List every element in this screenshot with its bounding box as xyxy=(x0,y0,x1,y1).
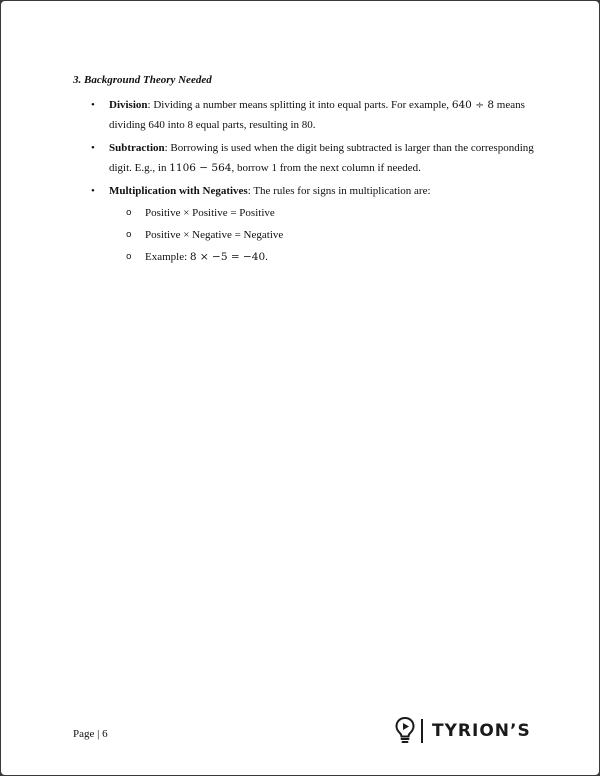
multiplication-text-1: : The rules for signs in multiplication are: xyxy=(247,185,431,197)
sub-item-positive-positive xyxy=(109,203,543,223)
sub-bullet-marker: o xyxy=(126,252,132,262)
bullet-item-multiplication xyxy=(73,181,543,267)
rule-positive-negative: Positive × Negative = Negative xyxy=(145,229,284,241)
division-math: 640 ÷ 8 xyxy=(451,99,495,111)
term-division: Division xyxy=(109,99,148,111)
lightbulb-play-icon xyxy=(395,716,415,746)
sub-bullet-marker: o xyxy=(126,208,132,218)
rule-positive-positive: Positive × Positive = Positive xyxy=(145,207,275,219)
brand-logo xyxy=(395,715,531,747)
bullet-item-division xyxy=(73,95,543,135)
subtraction-math: 1106 − 564 xyxy=(169,162,232,174)
subtraction-text-2: , borrow 1 from the next column if needed. xyxy=(231,162,421,174)
example-period: . xyxy=(265,251,268,263)
sub-bullet-marker: o xyxy=(126,230,132,240)
bullet-marker: • xyxy=(91,142,95,154)
subtraction-text-1: : Borrowing is used when the digit being subtracted is larger than the corresponding digit. E.g., in xyxy=(109,142,534,174)
page-number: Page | 6 xyxy=(73,728,108,740)
logo-divider xyxy=(421,719,423,743)
term-subtraction: Subtraction xyxy=(109,142,165,154)
sub-item-positive-negative xyxy=(109,225,543,245)
document-page xyxy=(1,1,599,775)
sign-rules-list xyxy=(109,203,543,267)
theory-bullet-list xyxy=(73,95,543,270)
logo-text: TYRION’S xyxy=(432,721,531,741)
division-text-1: : Dividing a number means splitting it into equal parts. For example, xyxy=(147,99,452,111)
example-label: Example: xyxy=(145,251,190,263)
division-text-2: means dividing 640 into 8 equal parts, resulting in 80. xyxy=(109,99,525,131)
sub-item-example xyxy=(109,247,543,267)
bullet-marker: • xyxy=(91,99,95,111)
section-title: 3. Background Theory Needed xyxy=(73,74,212,86)
example-math: 8 × −5 = −40 xyxy=(189,251,266,263)
term-multiplication: Multiplication with Negatives xyxy=(109,185,248,197)
bullet-item-subtraction xyxy=(73,138,543,178)
bullet-marker: • xyxy=(91,185,95,197)
